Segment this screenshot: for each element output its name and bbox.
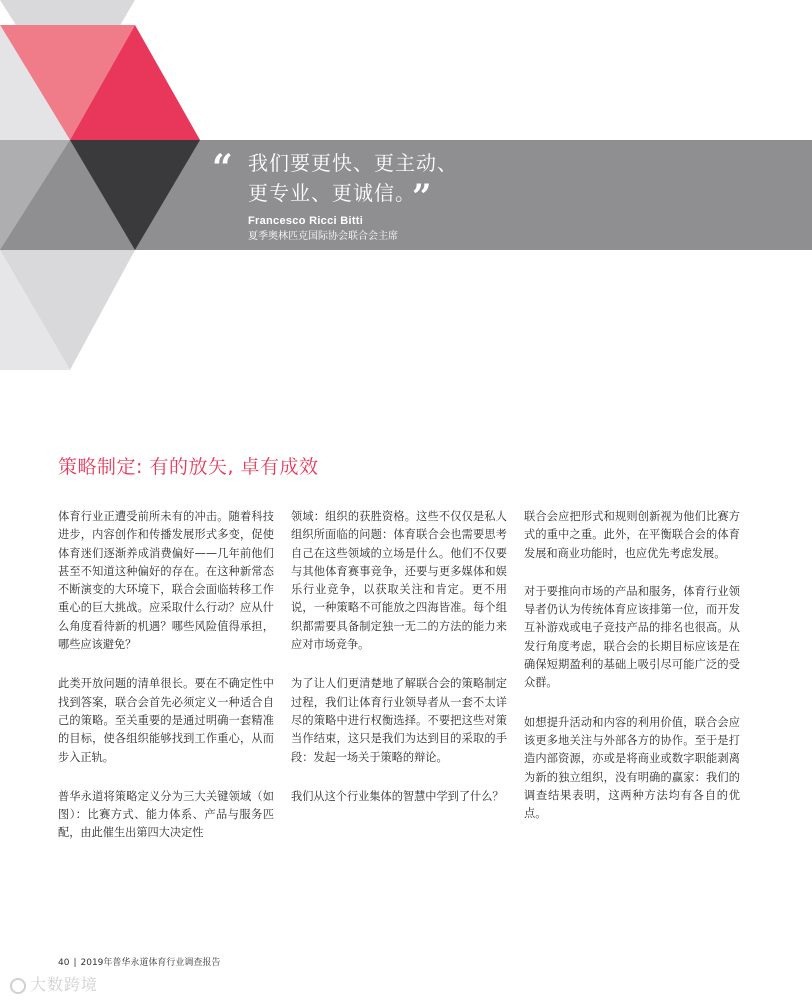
text-column-3: [524, 508, 740, 844]
quote-attribution: [248, 213, 398, 245]
paragraph: 体育行业正遭受前所未有的冲击。随着科技进步，内容创作和传播发展形式多变，促使体育迷们逐渐养成消费偏好——几年前他们甚至不知道这种偏好的存在。在这种新常态不断演变的大环境下，联合会面临转移工作重心的巨大挑战。应采取什么行动？应从什么角度看待新的机遇？哪些风险值得承担，哪些应该避免？: [58, 510, 274, 652]
open-quote-mark: “: [212, 147, 233, 189]
watermark-text: 大数跨境: [30, 975, 99, 994]
paragraph: 我们从这个行业集体的智慧中学到了什么？: [291, 789, 504, 803]
close-quote-mark: ”: [412, 177, 433, 217]
pull-quote: [212, 147, 772, 217]
page-number: 40: [58, 958, 70, 968]
paragraph: 普华永道将策略定义分为三大关键领域（如图）：比赛方式、能力体系、产品与服务匹配，由此催生出第四大决定性: [58, 789, 274, 840]
watermark-logo-icon: [10, 978, 26, 994]
paragraph: 联合会应把形式和规则创新视为他们比赛方式的重中之重。此外，在平衡联合会的体育发展和商业功能时，也应优先考虑发展。: [524, 510, 740, 560]
watermark: [10, 972, 98, 995]
paragraph: 如想提升活动和内容的利用价值，联合会应该更多地关注与外部各方的协作。至于是打造内部资源，亦或是将商业或数字职能剥离为新的独立组织，没有明确的赢家：我们的调查结果表明，这两种方法均有各自的优点。: [524, 715, 740, 821]
author-title: 夏季奥林匹克国际协会联合会主席: [248, 231, 398, 242]
text-column-1: [58, 508, 274, 864]
page-footer: [58, 955, 220, 968]
report-title: 2019年普华永道体育行业调查报告: [80, 958, 221, 968]
quote-line-2-text: 更专业、更诚信。: [248, 181, 406, 205]
paragraph: 领域：组织的获胜资格。这些不仅仅是私人组织所面临的问题：体育联合会也需要思考自己在这些领域的立场是什么。他们不仅要与其他体育赛事竞争，还要与更多媒体和娱乐行业竞争，以获取关注和肯定。更不用说，一种策略不可能放之四海皆准。每个组织都需要具备制定独一无二的方法的能力来应对市场竞争。: [291, 510, 507, 652]
section-heading: 策略制定: 有的放矢, 卓有成效: [58, 456, 319, 478]
paragraph: 对于要推向市场的产品和服务，体育行业领导者仍认为传统体育应该排第一位，而开发互补游戏或电子竞技产品的排名也很高。从发行角度考虑，联合会的长期目标应该是在确保短期盈利的基础上吸引尽可能广泛的受众群。: [524, 584, 740, 690]
footer-separator: |: [73, 958, 77, 968]
quote-line-1: 我们要更快、更主动、: [248, 151, 458, 175]
text-column-2: [291, 508, 507, 827]
quote-line-2: [212, 177, 772, 217]
paragraph: 此类开放问题的清单很长。要在不确定性中找到答案，联合会首先必须定义一种适合自己的策略。至关重要的是通过明确一套精准的目标，使各组织能够找到工作重心，从而步入正轨。: [58, 677, 274, 764]
paragraph: 为了让人们更清楚地了解联合会的策略制定过程，我们让体育行业领导者从一套不太详尽的策略中进行权衡选择。不要把这些对策当作结束，这只是我们为达到目的采取的手段：发起一场关于策略的辩论。: [291, 677, 507, 764]
author-name: Francesco Ricci Bitti: [248, 215, 364, 227]
